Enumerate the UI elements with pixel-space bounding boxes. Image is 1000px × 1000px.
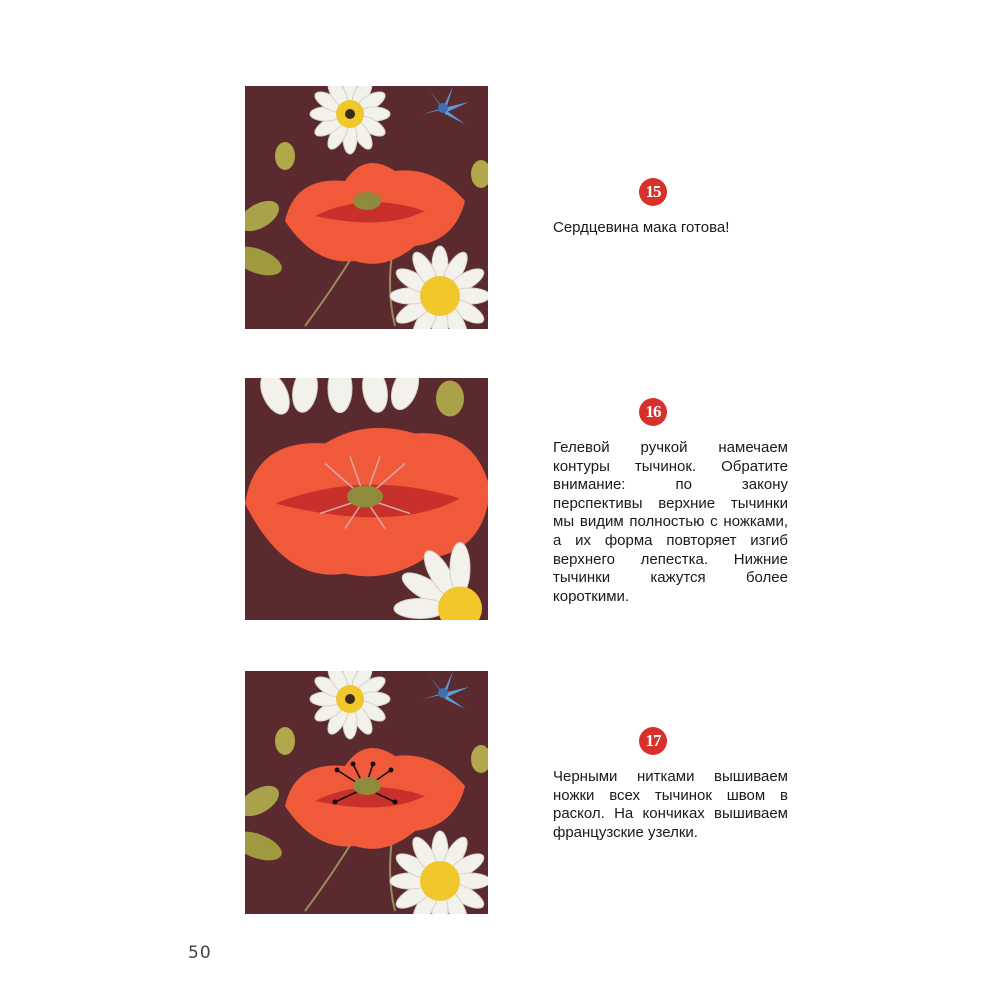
step-17 — [553, 727, 788, 842]
embroidery-photo-step-17 — [245, 671, 488, 914]
step-15 — [553, 178, 788, 238]
step-description: Сердцевина мака готова! — [553, 219, 730, 236]
step-number-badge: 16 — [639, 398, 667, 426]
step-description: Черными нитками вышиваем ножки всех тычинок швом в раскол. На кончиках вышиваем французские узелки. — [553, 768, 788, 841]
embroidery-photo-step-15 — [245, 86, 488, 329]
embroidery-photo-step-16 — [245, 378, 488, 620]
step-16 — [553, 398, 788, 606]
step-description: Гелевой ручкой намечаем контуры тычинок. Обратите внимание: по закону перспективы верхние тычинки мы видим полностью с ножками, а их форма повторяет изгиб верхнего лепестка. Нижние тычинки кажутся более короткими. — [553, 439, 788, 605]
page-number: 50 — [188, 943, 212, 963]
step-number-badge: 17 — [639, 727, 667, 755]
step-number-badge: 15 — [639, 178, 667, 206]
